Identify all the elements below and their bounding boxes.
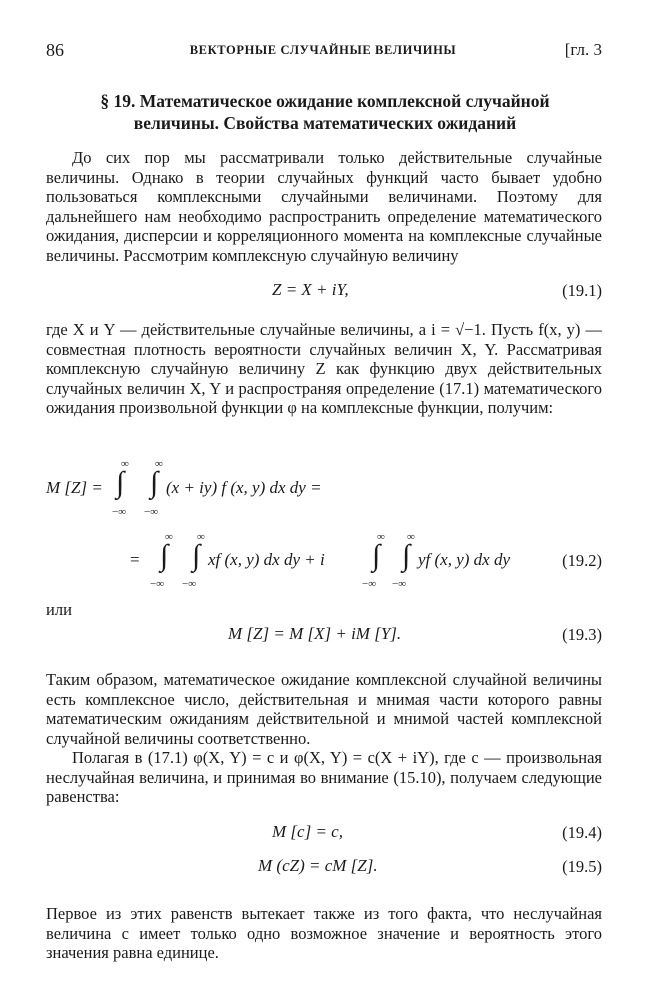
- integral-sign: ∫: [402, 539, 411, 572]
- equation-number-19-3: (19.3): [562, 625, 602, 644]
- equation-number-19-5: (19.5): [562, 857, 602, 876]
- equation-19-3: M [Z] = M [X] + iM [Y].: [228, 624, 402, 643]
- paragraph-setting: Полагая в (17.1) φ(X, Y) = c и φ(X, Y) = c(X + iY), где c — произвольная неслучайная величина, и принимая во внимание (15.10), получаем следующие равенства:: [46, 748, 602, 806]
- upper-limit: ∞: [155, 458, 163, 470]
- lower-limit: −∞: [362, 578, 377, 590]
- running-title: ВЕКТОРНЫЕ СЛУЧАЙНЫЕ ВЕЛИЧИНЫ: [189, 43, 457, 57]
- upper-limit: ∞: [197, 531, 205, 543]
- paragraph-final: Первое из этих равенств вытекает также из того факта, что неслучайная величина c имеет только одно возможное значение и вероятность этого значения равна единице.: [46, 904, 602, 962]
- lower-limit: −∞: [112, 506, 127, 518]
- lower-limit: −∞: [392, 578, 407, 590]
- integral-sign: ∫: [116, 466, 125, 499]
- integral-sign: ∫: [150, 466, 159, 499]
- equation-19-2-integrand: (x + iy) f (x, y) dx dy =: [166, 478, 322, 497]
- section-title: § 19. Математическое ожидание комплексной случайной величины. Свойства математических ожиданий: [100, 91, 550, 133]
- upper-limit: ∞: [407, 531, 415, 543]
- upper-limit: ∞: [121, 458, 129, 470]
- equation-19-5: M (cZ) = cM [Z].: [258, 856, 378, 875]
- equation-number-19-2: (19.2): [562, 551, 602, 570]
- lower-limit: −∞: [150, 578, 165, 590]
- equation-19-2-term1: xf (x, y) dx dy + i: [208, 550, 325, 569]
- lower-limit: −∞: [144, 506, 159, 518]
- equation-19-4: M [c] = c,: [272, 822, 343, 841]
- paragraph-definitions: где X и Y — действительные случайные величины, а i = √−1. Пусть f(x, y) — совместная плотность вероятности случайных величин X, Y. Рассматривая комплексную случайную величину Z как функцию двух действительных случайных величин X, Y и распространяя определение (17.1) математического ожидания произвольной функции φ на комплексные функции, получим:: [46, 320, 602, 417]
- integral-sign: ∫: [372, 539, 381, 572]
- chapter-label: [гл. 3: [564, 40, 602, 59]
- paragraph-intro: До сих пор мы рассматривали только действительные случайные величины. Однако в теории случайных функций часто бывает удобно пользоваться комплексными случайными величинами. Поэтому для дальнейшего нам необходимо распространить определение математического ожидания, дисперсии и корреляционного момента на комплексные случайные величины. Рассмотрим комплексную случайную величину: [46, 148, 602, 265]
- upper-limit: ∞: [377, 531, 385, 543]
- upper-limit: ∞: [165, 531, 173, 543]
- paragraph-conclusion: Таким образом, математическое ожидание комплексной случайной величины есть комплексное число, действительная и мнимая части которого равны математическим ожиданиям действительной и мнимой частей комплексной случайной величины соответственно.: [46, 670, 602, 748]
- equation-19-2-equals: =: [130, 550, 140, 569]
- page-number: 86: [46, 40, 64, 60]
- equation-19-1: Z = X + iY,: [272, 280, 349, 299]
- lower-limit: −∞: [182, 578, 197, 590]
- integral-sign: ∫: [192, 539, 201, 572]
- word-or: или: [46, 600, 72, 619]
- integral-sign: ∫: [160, 539, 169, 572]
- equation-number-19-1: (19.1): [562, 281, 602, 300]
- equation-19-2-term2: yf (x, y) dx dy: [418, 550, 511, 569]
- equation-number-19-4: (19.4): [562, 823, 602, 842]
- equation-19-2-lhs: M [Z] =: [46, 478, 103, 497]
